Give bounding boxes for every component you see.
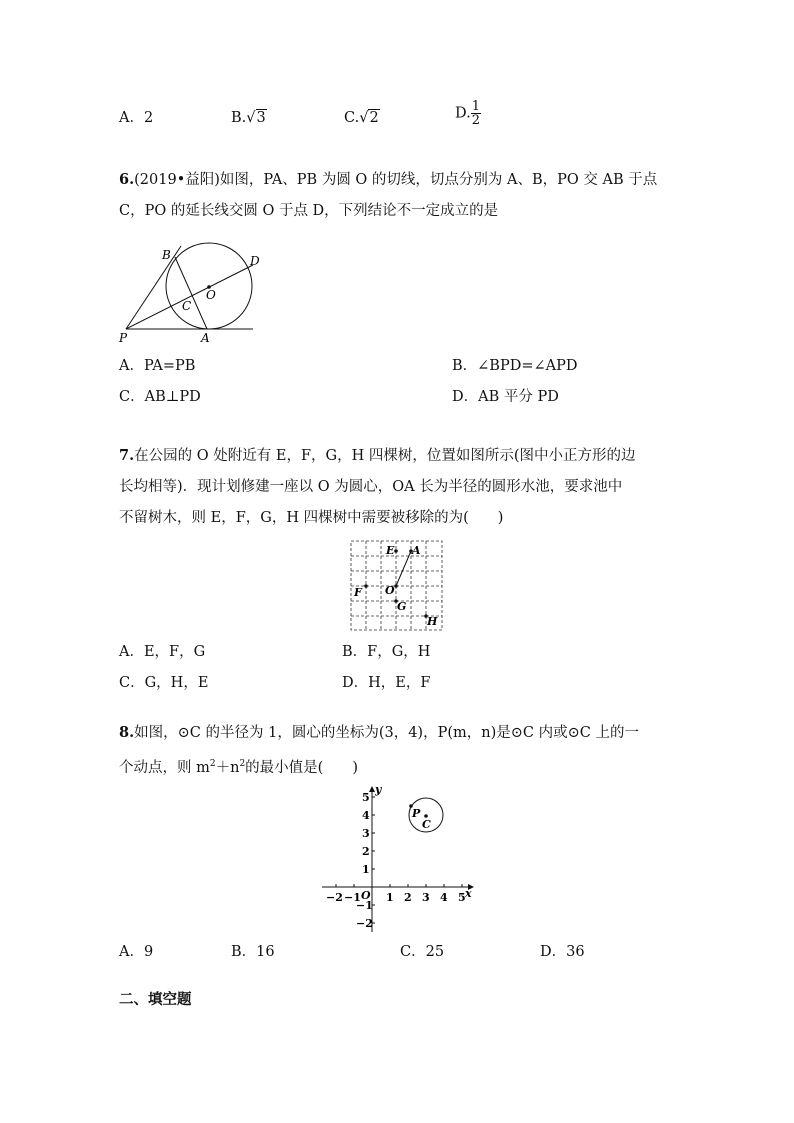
q7-option-a: A．E，F，G (119, 644, 206, 660)
q8-x-tick-2: 2 (404, 891, 412, 904)
q7-label-f: F (354, 586, 362, 599)
q7-label-o: O (385, 584, 395, 597)
q6-number: 6. (119, 171, 135, 188)
q8-y-tick-4: 4 (362, 809, 370, 822)
q6-label-a: A (201, 331, 210, 345)
q8-stem-line1 (119, 723, 639, 743)
q5-option-b-prefix: B. (231, 110, 247, 126)
q7-point-f (364, 584, 368, 588)
q8-label-p: P (412, 807, 421, 820)
q6-text-line1: (2019•益阳)如图，PA、PB 为圆 O 的切线，切点分别为 A、B，PO 交 AB 于点 (134, 172, 658, 188)
q8-text-line2-b: ＋n (215, 759, 240, 776)
q8-text-line1: 如图，⊙C 的半径为 1，圆心的坐标为(3，4)，P(m，n)是⊙C 内或⊙C 上的一 (134, 725, 639, 741)
q7-point-e (394, 549, 398, 553)
q8-y-tick-2: 2 (362, 845, 370, 858)
q6-option-d: D．AB 平分 PD (452, 389, 559, 405)
q7-label-a: A (412, 544, 421, 557)
q5-option-d-denominator: 2 (471, 113, 480, 128)
q7-text-line1: 在公园的 O 处附近有 E，F，G，H 四棵树，位置如图所示(图中小正方形的边 (134, 448, 636, 464)
q8-y-tick-m1: −1 (356, 899, 373, 912)
q8-x-label: x (465, 887, 472, 900)
q8-y-tick-1: 1 (362, 863, 370, 876)
q6-label-c: C (182, 299, 192, 313)
q8-x-tick-4: 4 (440, 891, 448, 904)
q8-text-line2-a: 个动点，则 m (119, 759, 210, 776)
q6-label-b: B (162, 248, 171, 262)
q7-stem-line1 (119, 446, 636, 466)
q5-option-b-sqrt: √3 (246, 110, 266, 126)
q8-x-tick-3: 3 (422, 891, 430, 904)
q7-grid-figure (348, 538, 446, 634)
q5-option-d-fraction (471, 100, 481, 127)
q6-figure (115, 238, 265, 346)
section-title: 二、填空题 (119, 991, 192, 1008)
q6-line-pd (126, 265, 253, 329)
q5-option-d-numerator: 1 (471, 99, 480, 114)
q8-x-tick-5: 5 (458, 891, 466, 904)
q8-y-tick-5: 5 (362, 791, 370, 804)
q5-option-d (455, 100, 481, 127)
q7-option-b: B．F，G，H (342, 644, 431, 660)
q8-sup-1: 2 (209, 759, 216, 769)
q7-stem-line3: 不留树木，则 E，F，G，H 四棵树中需要被移除的为( ) (119, 510, 504, 526)
q8-x-tick-m2: −2 (326, 891, 343, 904)
q6-stem-line1 (119, 170, 657, 190)
q8-sup-2: 2 (239, 759, 246, 769)
q5-option-c (344, 108, 380, 128)
q6-label-p: P (119, 331, 128, 345)
q5-option-c-sqrt: √2 (359, 110, 379, 126)
q8-number: 8. (119, 724, 135, 741)
q6-label-d: D (250, 254, 260, 268)
q8-option-c: C．25 (400, 944, 445, 960)
q8-stem-line2 (119, 754, 358, 778)
q5-option-c-radicand: 2 (369, 110, 379, 126)
q6-label-o: O (206, 288, 216, 302)
q7-label-g: G (397, 600, 407, 613)
q6-stem-line2: C，PO 的延长线交圆 O 于点 D，下列结论不一定成立的是 (119, 203, 499, 219)
q8-x-tick-m1: −1 (344, 891, 361, 904)
q6-option-b: B．∠BPD=∠APD (452, 358, 578, 374)
q8-option-d: D．36 (540, 944, 585, 960)
q8-y-tick-m2: −2 (356, 917, 373, 930)
q5-option-a: A．2 (119, 110, 154, 126)
q7-number: 7. (119, 447, 135, 464)
q5-option-b (231, 108, 267, 128)
q6-option-a: A．PA=PB (119, 358, 196, 374)
q8-coordinate-figure (318, 784, 474, 934)
q5-option-d-prefix: D. (455, 105, 471, 122)
q8-origin-label: O (361, 889, 371, 902)
q8-y-label: y (375, 784, 382, 796)
q7-label-h: H (427, 615, 438, 628)
q7-label-e: E (386, 544, 395, 557)
q5-option-b-radicand: 3 (256, 110, 266, 126)
q6-tangent-pb (126, 246, 181, 329)
q7-option-d: D．H，E，F (342, 675, 431, 691)
q8-option-a: A．9 (119, 944, 154, 960)
q8-option-b: B．16 (231, 944, 275, 960)
q8-y-tick-3: 3 (362, 827, 370, 840)
q7-option-c: C．G，H，E (119, 675, 209, 691)
q7-point-o (394, 584, 398, 588)
q8-x-tick-1: 1 (386, 891, 394, 904)
q5-option-c-prefix: C. (344, 110, 360, 126)
q6-option-c: C．AB⊥PD (119, 389, 201, 405)
q8-label-c: C (422, 818, 431, 831)
q7-stem-line2: 长均相等)．现计划修建一座以 O 为圆心，OA 长为半径的圆形水池，要求池中 (119, 479, 623, 495)
q8-text-line2-c: 的最小值是( ) (245, 759, 358, 776)
